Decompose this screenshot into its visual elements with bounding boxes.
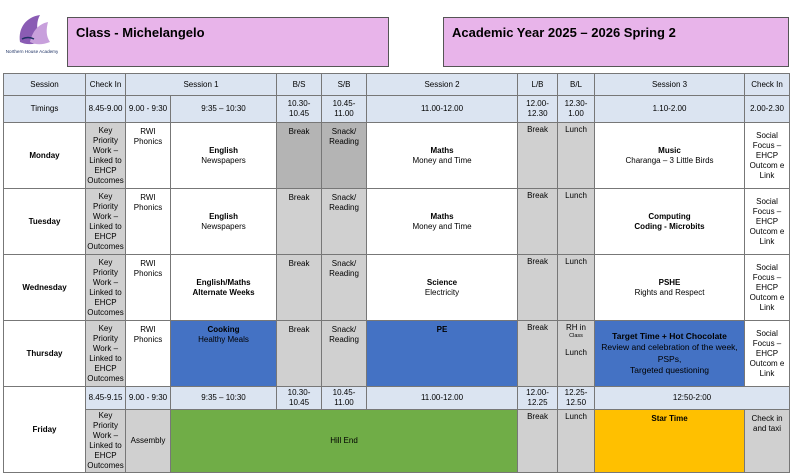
phonics-cell: RWI Phonics <box>126 189 171 255</box>
header-check-in-2: Check In <box>745 74 790 96</box>
session-1-title: English <box>209 145 238 155</box>
session-2-cell <box>367 123 518 189</box>
academic-year-title: Academic Year 2025 – 2026 Spring 2 <box>443 17 789 67</box>
timings-row <box>4 96 790 123</box>
day-label: Tuesday <box>4 189 86 255</box>
session-1-cell <box>171 255 277 321</box>
break-cell: Break <box>277 255 322 321</box>
timing-check-in: 8.45-9.00 <box>86 96 126 123</box>
lb-break-cell: Break <box>518 123 558 189</box>
session-3-title: Computing <box>648 211 691 221</box>
assembly-cell: Assembly <box>126 410 171 473</box>
star-time-cell: Star Time <box>595 410 745 473</box>
social-focus-cell: Social Focus – EHCP Outcom e Link <box>745 321 790 387</box>
logo-mark-icon <box>6 12 58 62</box>
thursday-lunch-label: Lunch <box>565 347 587 357</box>
timing-sb: 10.45-11.00 <box>322 96 367 123</box>
session-1-cell <box>171 123 277 189</box>
key-priority-cell: Key Priority Work – Linked to EHCP Outcomes <box>86 123 126 189</box>
timing-session-2: 11.00-12.00 <box>367 96 518 123</box>
friday-timing-bs: 10.30-10.45 <box>277 387 322 410</box>
session-3-subtitle: Review and celebration of the week, PSPs, <box>601 342 738 364</box>
lb-break-cell: Break <box>518 255 558 321</box>
lb-break-cell: Break <box>518 189 558 255</box>
session-3-title: PSHE <box>658 277 681 287</box>
friday-timing-bl: 12.25-12.50 <box>558 387 595 410</box>
lunch-cell: Lunch <box>558 410 595 473</box>
day-label: Wednesday <box>4 255 86 321</box>
session-1-title: Cooking <box>207 325 240 334</box>
rh-in-class-cell <box>558 321 595 387</box>
session-3-cell <box>595 255 745 321</box>
timing-check-in-2: 2.00-2.30 <box>745 96 790 123</box>
rh-in-label: RH in <box>566 323 587 332</box>
lb-break-cell: Break <box>518 410 558 473</box>
session-1-subtitle: Alternate Weeks <box>192 287 255 297</box>
phonics-cell: RWI Phonics <box>126 255 171 321</box>
phonics-cell: RWI Phonics <box>126 123 171 189</box>
session-1-title: English/Maths <box>196 277 251 287</box>
friday-timing-lb: 12.00-12.25 <box>518 387 558 410</box>
friday-timing-check-in: 8.45-9.15 <box>86 387 126 410</box>
header-bs: B/S <box>277 74 322 96</box>
session-3-subtitle: Rights and Respect <box>634 287 705 297</box>
school-logo <box>6 12 58 62</box>
session-2-subtitle: Money and Time <box>412 221 472 231</box>
hill-end-cell: Hill End <box>171 410 518 473</box>
social-focus-cell: Social Focus – EHCP Outcom e Link <box>745 255 790 321</box>
day-row-tuesday <box>4 189 790 255</box>
header-session-1: Session 1 <box>126 74 277 96</box>
phonics-cell: RWI Phonics <box>126 321 171 387</box>
day-row-wednesday <box>4 255 790 321</box>
session-3-subtitle-2: Targeted questioning <box>630 364 709 375</box>
snack-cell: Snack/ Reading <box>322 321 367 387</box>
lunch-cell: Lunch <box>558 189 595 255</box>
day-row-thursday <box>4 321 790 387</box>
timings-label: Timings <box>4 96 86 123</box>
session-2-title: Maths <box>430 145 454 155</box>
session-2-title: Science <box>426 277 458 287</box>
session-1-subtitle: Newspapers <box>201 221 246 231</box>
lb-break-cell: Break <box>518 321 558 387</box>
timing-session-3: 1.10-2.00 <box>595 96 745 123</box>
logo-text: Northern House Academy <box>6 49 58 54</box>
day-row-monday <box>4 123 790 189</box>
social-focus-cell: Social Focus – EHCP Outcom e Link <box>745 189 790 255</box>
header-session: Session <box>4 74 86 96</box>
day-label: Thursday <box>4 321 86 387</box>
header-check-in: Check In <box>86 74 126 96</box>
snack-cell: Snack/ Reading <box>322 123 367 189</box>
session-1-subtitle: Newspapers <box>201 155 246 165</box>
snack-cell: Snack/ Reading <box>322 189 367 255</box>
session-3-cell <box>595 189 745 255</box>
check-in-taxi-cell: Check in and taxi <box>745 410 790 473</box>
day-row-friday <box>4 410 790 473</box>
friday-timing-sb: 10.45-11.00 <box>322 387 367 410</box>
timing-lb: 12.00-12.30 <box>518 96 558 123</box>
friday-timing-session-1: 9:35 – 10:30 <box>171 387 277 410</box>
header-row <box>4 74 790 96</box>
session-3-subtitle: Coding - Microbits <box>634 221 705 231</box>
key-priority-cell: Key Priority Work – Linked to EHCP Outcomes <box>86 255 126 321</box>
friday-timing-phonics: 9.00 - 9:30 <box>126 387 171 410</box>
lunch-cell: Lunch <box>558 123 595 189</box>
header-lb: L/B <box>518 74 558 96</box>
session-2-subtitle: Electricity <box>424 287 460 297</box>
rh-class-label: Class <box>569 333 583 339</box>
session-3-subtitle: Charanga – 3 Little Birds <box>625 155 714 165</box>
break-cell: Break <box>277 321 322 387</box>
session-2-title: Maths <box>430 211 454 221</box>
friday-timing-session-2: 11.00-12.00 <box>367 387 518 410</box>
session-1-cell <box>171 321 277 387</box>
key-priority-cell: Key Priority Work – Linked to EHCP Outcomes <box>86 410 126 473</box>
session-1-cell <box>171 189 277 255</box>
session-3-cell <box>595 123 745 189</box>
session-1-subtitle: Healthy Meals <box>198 335 249 344</box>
key-priority-cell: Key Priority Work – Linked to EHCP Outcomes <box>86 321 126 387</box>
session-3-cell <box>595 321 745 387</box>
timing-session-1: 9:35 – 10:30 <box>171 96 277 123</box>
timing-bs: 10.30-10.45 <box>277 96 322 123</box>
timetable <box>3 73 790 473</box>
header-sb: S/B <box>322 74 367 96</box>
key-priority-cell: Key Priority Work – Linked to EHCP Outcomes <box>86 189 126 255</box>
break-cell: Break <box>277 189 322 255</box>
session-1-title: English <box>209 211 238 221</box>
day-label: Monday <box>4 123 86 189</box>
session-2-cell <box>367 255 518 321</box>
session-3-title: Target Time + Hot Chocolate <box>612 330 727 341</box>
timing-bl: 12.30-1.00 <box>558 96 595 123</box>
day-label-friday: Friday <box>4 387 86 473</box>
header-bl: B/L <box>558 74 595 96</box>
social-focus-cell: Social Focus – EHCP Outcom e Link <box>745 123 790 189</box>
session-2-cell: PE <box>367 321 518 387</box>
session-3-title: Music <box>658 145 681 155</box>
session-2-subtitle: Money and Time <box>412 155 472 165</box>
header-session-2: Session 2 <box>367 74 518 96</box>
timing-phonics: 9.00 - 9:30 <box>126 96 171 123</box>
friday-timing-session-3: 12:50-2:00 <box>595 387 790 410</box>
session-2-cell <box>367 189 518 255</box>
lunch-cell: Lunch <box>558 255 595 321</box>
class-title: Class - Michelangelo <box>67 17 389 67</box>
snack-cell: Snack/ Reading <box>322 255 367 321</box>
break-cell: Break <box>277 123 322 189</box>
friday-timings-row <box>4 387 790 410</box>
header-session-3: Session 3 <box>595 74 745 96</box>
